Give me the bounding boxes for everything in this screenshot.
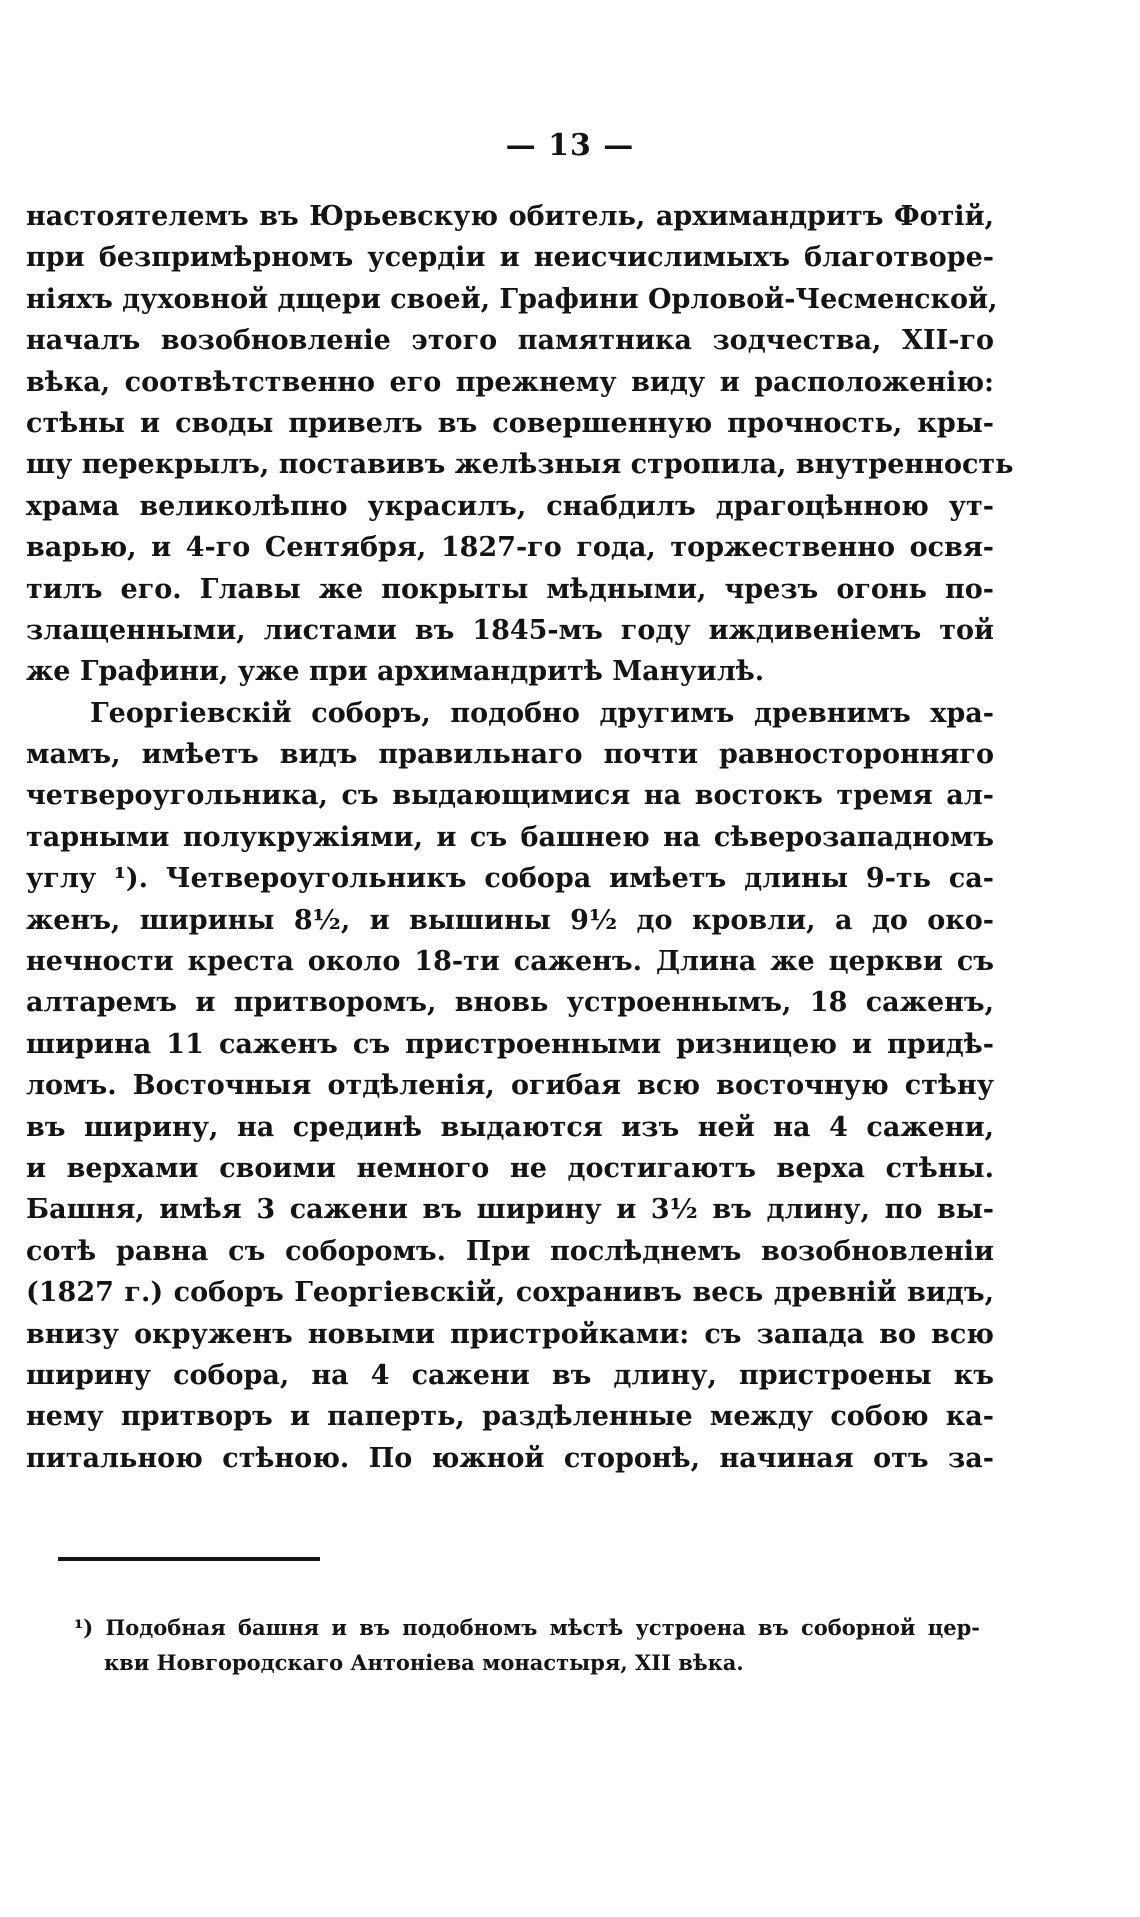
text-line: нему притворъ и паперть, раздѣленные между собою ка- xyxy=(26,1401,994,1433)
footnote-line: ¹) Подобная башня и въ подобномъ мѣстѣ устроена въ соборной цер- xyxy=(74,1615,980,1640)
footnote-divider xyxy=(58,1557,320,1561)
text-line: внизу окруженъ новыми пристройками: съ запада во всю xyxy=(26,1318,994,1350)
text-line: шу перекрылъ, поставивъ желѣзныя стропила, внутренность xyxy=(26,449,1014,481)
text-line: ширина 11 саженъ съ пристроенными ризницею и придѣ- xyxy=(26,1028,994,1060)
text-line: мамъ, имѣетъ видъ правильнаго почти равносторонняго xyxy=(26,739,994,771)
text-line: женъ, ширины 8½, и вышины 9½ до кровли, а до око- xyxy=(26,904,994,936)
text-line: варью, и 4-го Сентября, 1827-го года, торжественно освя- xyxy=(26,532,994,564)
footnote xyxy=(74,1610,980,1680)
text-line: алтаремъ и притворомъ, вновь устроеннымъ, 18 саженъ, xyxy=(26,987,994,1019)
text-line: ніяхъ духовной дщери своей, Графини Орловой-Чесменской, xyxy=(26,283,998,315)
text-line: вѣка, соотвѣтственно его прежнему виду и расположенію: xyxy=(26,366,994,398)
text-line: при безпримѣрномъ усердіи и неисчислимыхъ благотворе- xyxy=(26,242,994,274)
paragraph-end-line: же Графини, уже при архимандритѣ Мануилѣ. xyxy=(26,656,765,688)
text-line: въ ширину, на срединѣ выдаются изъ ней на 4 сажени, xyxy=(26,1111,994,1143)
text-line: тилъ его. Главы же покрыты мѣдными, чрезъ огонь по- xyxy=(26,573,994,605)
text-line: питальною стѣною. По южной сторонѣ, начиная отъ за- xyxy=(26,1442,994,1474)
text-line: злащенными, листами въ 1845-мъ году иждивеніемъ той xyxy=(26,614,994,646)
text-line: Башня, имѣя 3 сажени въ ширину и 3½ въ длину, по вы- xyxy=(26,1194,994,1226)
paragraph-start-line: Георгіевскій соборъ, подобно другимъ древнимъ хра- xyxy=(90,697,994,729)
text-line: ширину собора, на 4 сажени въ длину, пристроены къ xyxy=(26,1359,994,1391)
text-line: тарными полукружіями, и съ башнею на сѣверозападномъ xyxy=(26,821,994,853)
text-line: настоятелемъ въ Юрьевскую обитель, архимандритъ Фотій, xyxy=(26,201,994,232)
text-line: началъ возобновленіе этого памятника зодчества, XII-го xyxy=(26,325,994,357)
footnote-line: кви Новгородскаго Антоніева монастыря, XII вѣка. xyxy=(104,1650,744,1675)
text-line: стѣны и своды привелъ въ совершенную прочность, кры- xyxy=(26,407,994,439)
text-line: нечности креста около 18-ти саженъ. Длина же церкви съ xyxy=(26,946,994,978)
text-line: храма великолѣпно украсилъ, снабдилъ драгоцѣнною ут- xyxy=(26,490,994,522)
text-line: и верхами своими немного не достигаютъ верха стѣны. xyxy=(26,1152,994,1184)
text-line: четвероугольника, съ выдающимися на востокъ тремя ал- xyxy=(26,780,994,812)
page-number: — 13 — xyxy=(505,128,635,163)
text-line: (1827 г.) соборъ Георгіевскій, сохранивъ весь древній видъ, xyxy=(26,1277,994,1309)
text-line: углу ¹). Четвероугольникъ собора имѣетъ длины 9-ть са- xyxy=(26,863,994,895)
body-text xyxy=(26,196,1014,1479)
text-line: ломъ. Восточныя отдѣленія, огибая всю восточную стѣну xyxy=(26,1070,994,1102)
text-line: сотѣ равна съ соборомъ. При послѣднемъ возобновленіи xyxy=(26,1235,994,1267)
